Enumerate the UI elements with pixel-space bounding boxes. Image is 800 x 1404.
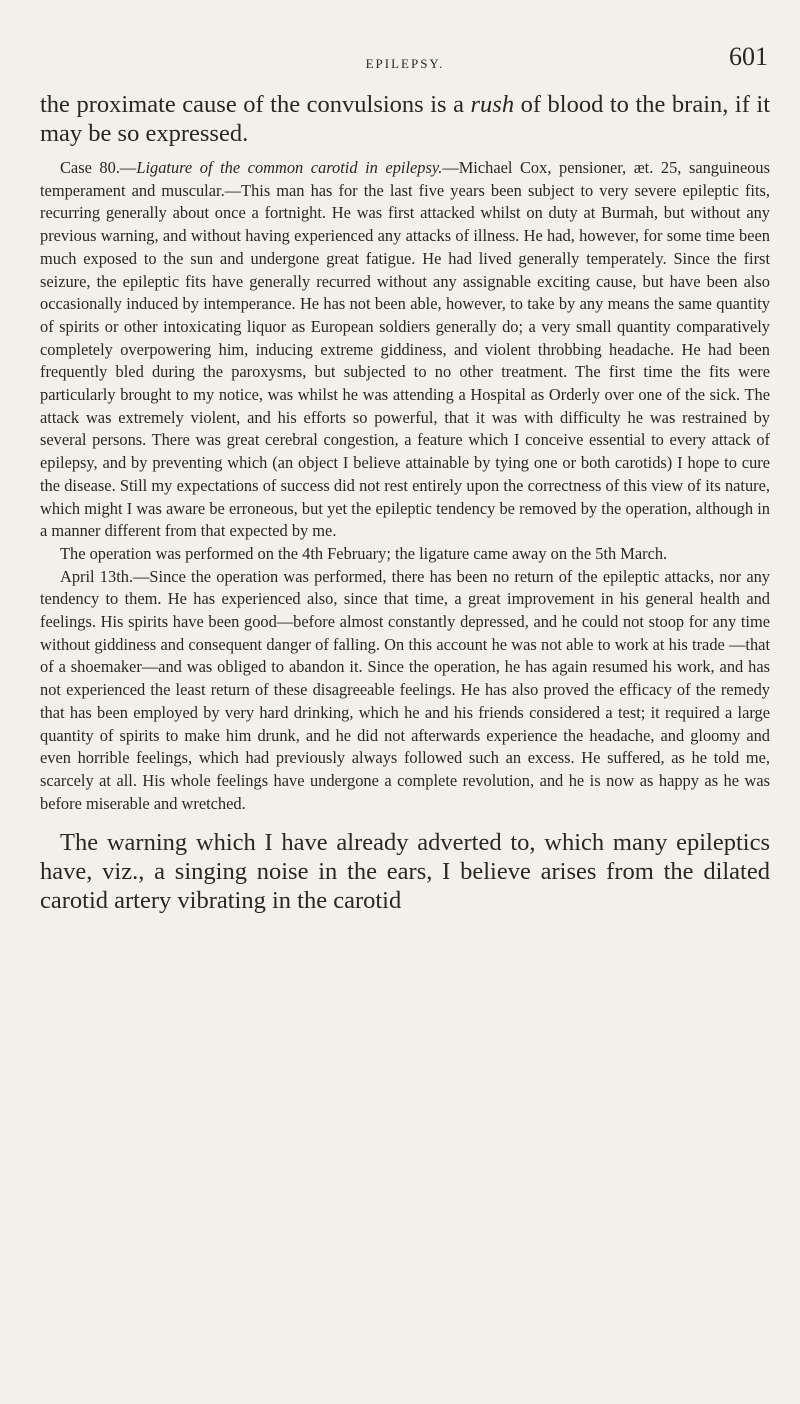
book-page — [40, 0, 770, 915]
intro-paragraph — [40, 90, 770, 148]
intro-text-after: of blood to the brain, if it may be so expressed. — [40, 91, 771, 147]
case-report — [40, 157, 770, 815]
case-label: Case 80.— — [60, 158, 137, 177]
running-head: EPILEPSY. — [365, 56, 445, 71]
case-title: Ligature of the common carotid in epilepsy. — [136, 158, 443, 177]
followup-paragraph: April 13th.—Since the operation was performed, there has been no return of the epileptic attacks, nor any tendency to them. He has experienced also, since that time, a great improvement in his general health and feelings. His spirits have been good—before almost constantly depressed, and he could not stoop for any time without giddiness and consequent danger of falling. On this account he was not able to work at his trade —that of a shoemaker—and was obliged to abandon it. Since the operation, he has again resumed his work, and has not experienced the least return of these disagreeable feelings. He has also proved the efficacy of the remedy that has been employed by very hard drinking, which he and his friends considered a test; it required a large quantity of spirits to make him drunk, and he did not afterwards experience the headache, and gloomy and even horrible feelings, which had previously always followed such an excess. He suffered, as he told me, scarcely at all. His whole feelings have undergone a complete revolution, and he is now as happy as he was before miserable and wretched. — [40, 566, 770, 813]
case-paragraph — [40, 157, 770, 543]
closing-paragraph: The warning which I have already adverted to, which many epileptics have, viz., a singing noise in the ears, I believe arises from the dilated carotid artery vibrating in the carotid — [40, 829, 770, 915]
intro-emphasis: rush — [470, 91, 515, 118]
intro-text-before: the proximate cause of the convulsions is a — [40, 91, 471, 118]
operation-paragraph: The operation was performed on the 4th February; the ligature came away on the 5th March. — [60, 543, 668, 563]
page-header — [40, 0, 770, 90]
case-body: —Michael Cox, pensioner, æt. 25, sanguineous temperament and muscular.—This man has for the last five years been subject to very severe epileptic fits, recurring generally about once a fortnight. He was first attacked whilst on duty at Burmah, but without any previous warning, and without having experienced any attacks of illness. He had, however, for some time been much exposed to the sun and undergone great fatigue. He had lived generally temperately. Since the first seizure, the epileptic fits have generally recurred without any assignable exciting cause, but have been also occasionally induced by intemperance. He has not been able, however, to take by any means the same quantity of spirits or other intoxicating liquor as European soldiers generally do; a very small quantity comparatively completely overpowering him, inducing extreme giddiness, and violent throbbing headache. He had been frequently bled during the paroxysms, but subjected to no other treatment. The first time the fits were particularly brought to my notice, was whilst he was attending a Hospital as Orderly over one of the sick. The attack was extremely violent, and his efforts so powerful, that it was with difficulty he was restrained by several persons. There was great cerebral congestion, a feature which I conceive essential to every attack of epilepsy, and by preventing which (an object I believe attainable by tying one or both carotids) I hope to cure the disease. Still my expectations of success did not rest entirely upon the correctness of this view of its nature, which might I was aware be erroneous, but yet the epileptic tendency be removed by the operation, although in a manner different from that expected by me. — [40, 158, 770, 541]
page-number: 601 — [729, 42, 768, 71]
